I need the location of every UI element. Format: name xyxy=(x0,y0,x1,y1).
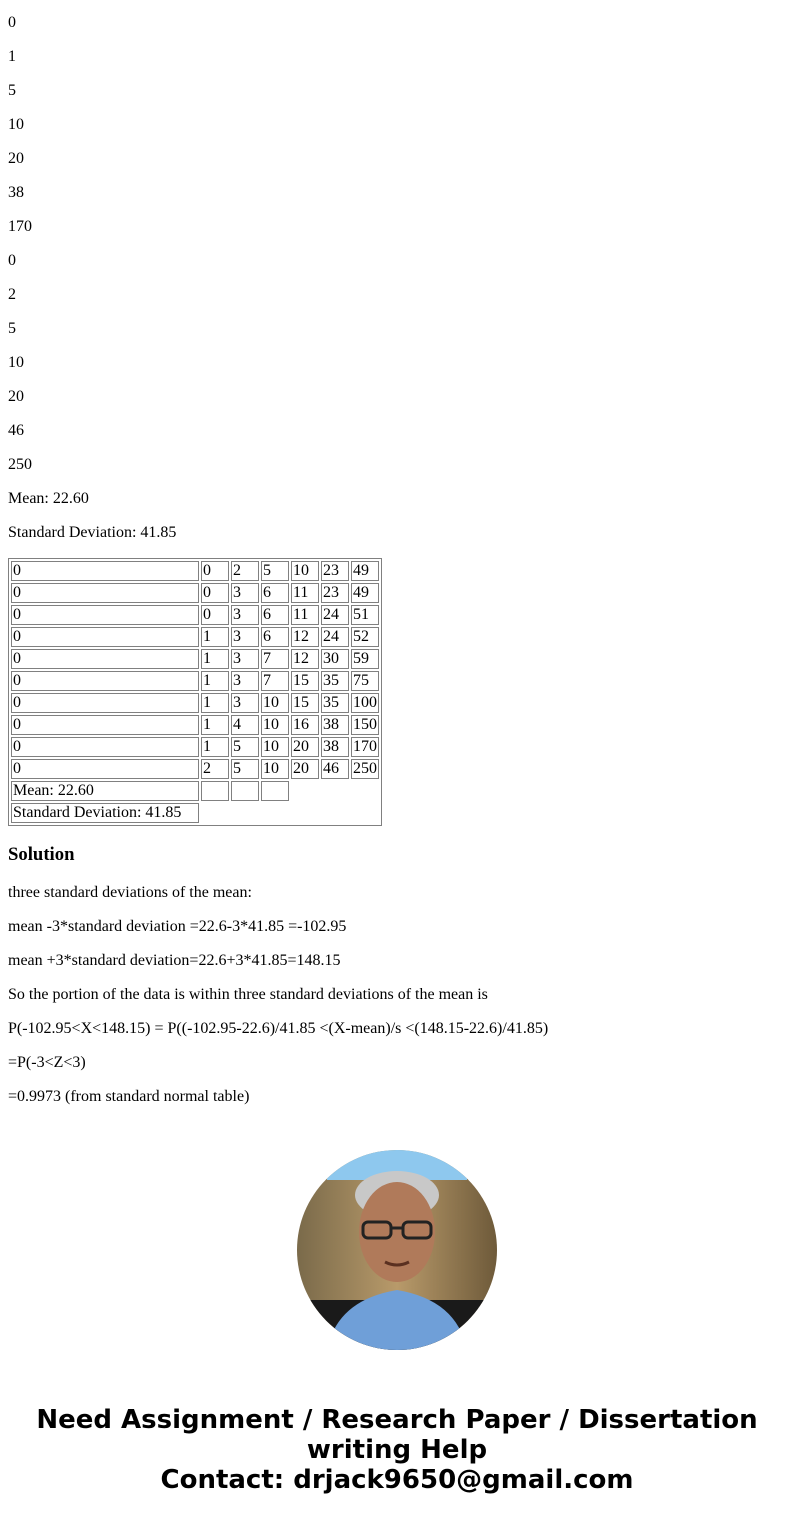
table-row xyxy=(11,737,379,757)
table-row xyxy=(11,693,379,713)
table-cell: 0 xyxy=(11,561,199,581)
table-cell: 20 xyxy=(291,737,319,757)
table-cell: 38 xyxy=(321,737,349,757)
table-cell: 10 xyxy=(291,561,319,581)
table-cell: 150 xyxy=(353,716,377,733)
solution-line: three standard deviations of the mean: xyxy=(8,884,252,901)
table-row xyxy=(11,759,379,779)
value-item: 170 xyxy=(8,218,32,235)
table-cell: 23 xyxy=(321,561,349,581)
solution-line: =P(-3<Z<3) xyxy=(8,1054,86,1071)
table-cell: 23 xyxy=(321,583,349,603)
table-cell: 52 xyxy=(351,627,379,647)
table-cell: 3 xyxy=(231,583,259,603)
value-item: 46 xyxy=(8,422,24,439)
table-cell: 0 xyxy=(11,671,199,691)
table-cell: 3 xyxy=(231,671,259,691)
value-item: 0 xyxy=(8,252,16,269)
table-cell: 0 xyxy=(201,561,229,581)
table-cell: 59 xyxy=(351,649,379,669)
table-cell: 12 xyxy=(291,627,319,647)
table-cell: 6 xyxy=(261,583,289,603)
value-item: 2 xyxy=(8,286,16,303)
table-cell: 6 xyxy=(261,605,289,625)
table-cell xyxy=(261,781,289,801)
table-cell: 16 xyxy=(291,715,319,735)
solution-line: mean +3*standard deviation=22.6+3*41.85=148.15 xyxy=(8,952,341,969)
value-item: 10 xyxy=(8,354,24,371)
table-cell: 3 xyxy=(231,605,259,625)
value-item: 20 xyxy=(8,150,24,167)
table-row xyxy=(11,561,379,581)
table-cell: 1 xyxy=(201,693,229,713)
table-cell: 11 xyxy=(291,583,319,603)
table-cell: 10 xyxy=(261,693,289,713)
table-cell: 51 xyxy=(351,605,379,625)
solution-line: mean -3*standard deviation =22.6-3*41.85 =-102.95 xyxy=(8,918,347,935)
value-item: 5 xyxy=(8,320,16,337)
table-cell: 3 xyxy=(231,693,259,713)
table-cell: 1 xyxy=(201,715,229,735)
table-cell: 5 xyxy=(261,561,289,581)
mean-text: Mean: 22.60 xyxy=(8,490,89,507)
table-row-sd xyxy=(11,803,379,823)
value-item: 250 xyxy=(8,456,32,473)
table-cell: 250 xyxy=(353,760,377,777)
table-cell: 38 xyxy=(321,715,349,735)
values-list-a xyxy=(8,14,786,236)
table-cell: 0 xyxy=(201,583,229,603)
table-row xyxy=(11,649,379,669)
table-cell: 2 xyxy=(231,561,259,581)
value-item: 38 xyxy=(8,184,24,201)
table-cell: 15 xyxy=(291,671,319,691)
table-row xyxy=(11,627,379,647)
table-cell: 0 xyxy=(11,715,199,735)
value-item: 1 xyxy=(8,48,16,65)
table-cell xyxy=(231,781,259,801)
table-cell: 5 xyxy=(231,737,259,757)
table-cell: 46 xyxy=(321,759,349,779)
table-cell: 24 xyxy=(321,605,349,625)
sd-text: Standard Deviation: 41.85 xyxy=(8,524,177,541)
table-cell: 12 xyxy=(291,649,319,669)
table-row xyxy=(11,671,379,691)
solution-line: So the portion of the data is within three standard deviations of the mean is xyxy=(8,986,488,1003)
table-cell: 20 xyxy=(291,759,319,779)
table-cell: 10 xyxy=(261,737,289,757)
table-cell: 1 xyxy=(201,737,229,757)
table-cell xyxy=(201,781,229,801)
table-cell: 7 xyxy=(261,671,289,691)
table-cell: 7 xyxy=(261,649,289,669)
table-cell: 35 xyxy=(321,671,349,691)
footer-contact-text: Contact: drjack9650@gmail.com xyxy=(160,1465,634,1495)
value-item: 0 xyxy=(8,14,16,31)
table-cell: 0 xyxy=(11,627,199,647)
table-cell: Mean: 22.60 xyxy=(11,781,199,801)
table-row xyxy=(11,715,379,735)
solution-line: P(-102.95<X<148.15) = P((-102.95-22.6)/41.85 <(X-mean)/s <(148.15-22.6)/41.85) xyxy=(8,1020,549,1037)
table-cell: 4 xyxy=(231,715,259,735)
values-list-b xyxy=(8,252,786,474)
table-cell: 11 xyxy=(291,605,319,625)
table-row xyxy=(11,583,379,603)
table-cell: 0 xyxy=(11,737,199,757)
table-cell: 3 xyxy=(231,649,259,669)
solution-heading: Solution xyxy=(8,844,75,865)
table-cell: 0 xyxy=(11,759,199,779)
table-row-mean xyxy=(11,781,379,801)
table-cell: 1 xyxy=(201,627,229,647)
table-cell: 170 xyxy=(353,738,377,755)
table-cell: 6 xyxy=(261,627,289,647)
table-cell: 35 xyxy=(321,693,349,713)
value-item: 5 xyxy=(8,82,16,99)
table-cell: 1 xyxy=(201,671,229,691)
table-cell: 0 xyxy=(11,649,199,669)
table-cell: 3 xyxy=(231,627,259,647)
footer-banner xyxy=(8,1405,786,1495)
table-cell: 30 xyxy=(321,649,349,669)
table-cell: 75 xyxy=(351,671,379,691)
table-cell: 15 xyxy=(291,693,319,713)
value-item: 10 xyxy=(8,116,24,133)
value-item: 20 xyxy=(8,388,24,405)
table-cell: 24 xyxy=(321,627,349,647)
table-cell: 2 xyxy=(201,759,229,779)
table-cell: 49 xyxy=(351,583,379,603)
solution-body xyxy=(8,884,786,1106)
table-cell: 0 xyxy=(11,583,199,603)
table-row xyxy=(11,605,379,625)
table-cell: 1 xyxy=(201,649,229,669)
table-cell: 10 xyxy=(261,715,289,735)
author-avatar xyxy=(297,1150,497,1350)
table-cell: 49 xyxy=(351,561,379,581)
table-cell: 0 xyxy=(201,605,229,625)
table-cell: 100 xyxy=(353,694,377,711)
table-cell: 0 xyxy=(11,605,199,625)
solution-line: =0.9973 (from standard normal table) xyxy=(8,1088,250,1105)
data-table xyxy=(8,558,382,826)
table-cell: 0 xyxy=(11,693,199,713)
table-cell: 5 xyxy=(231,759,259,779)
footer-help-text: Need Assignment / Research Paper / Dissertation writing Help xyxy=(36,1405,758,1465)
table-cell: 10 xyxy=(261,759,289,779)
table-cell: Standard Deviation: 41.85 xyxy=(11,803,199,823)
